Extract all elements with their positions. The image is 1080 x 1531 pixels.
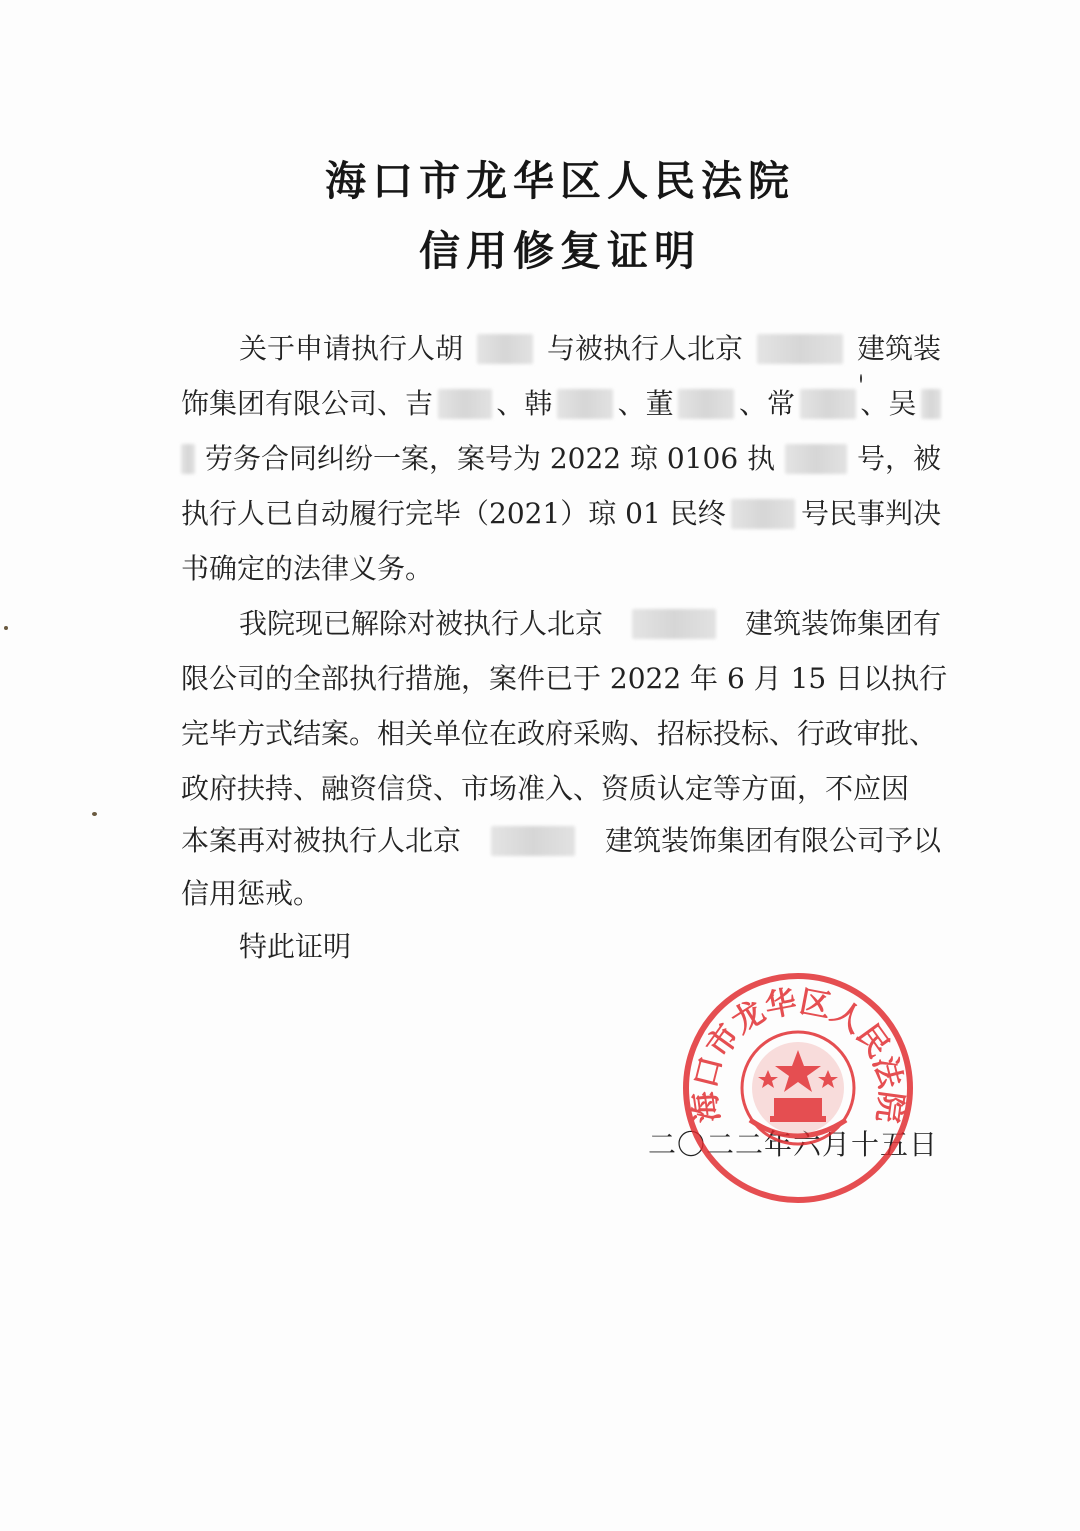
paragraph2-line5 [181, 812, 941, 870]
text-segment: 号，被 [856, 442, 941, 475]
text-segment: 建筑装饰集团有限公司予以 [604, 824, 941, 857]
paragraph2-line3: 完毕方式结案。相关单位在政府采购、招标投标、行政审批、 [181, 717, 938, 750]
paragraph2-line2: 限公司的全部执行措施，案件已于 2022 年 6 月 15 日以执行 [181, 662, 948, 695]
redacted-name [678, 389, 734, 419]
redacted-company [632, 609, 716, 639]
court-seal [680, 970, 916, 1206]
redacted-case-number [731, 499, 795, 529]
text-segment: 、常 [738, 387, 795, 420]
redacted-company [491, 826, 575, 856]
scan-speck [4, 626, 8, 630]
national-emblem-icon [742, 1032, 854, 1144]
redacted-name [438, 389, 492, 419]
issue-date: 二〇二二年六月十五日 [648, 1128, 939, 1161]
text-segment: 、韩 [496, 387, 553, 420]
redacted-name [557, 389, 613, 419]
text-segment: 执行人已自动履行完毕（2021）琼 01 民终 [181, 497, 726, 530]
redacted-company [757, 334, 843, 364]
text-segment: 、吴 [860, 387, 917, 420]
scan-speck [92, 812, 97, 816]
text-segment: 建筑装饰集团有 [744, 607, 941, 640]
text-segment: 号民事判决 [800, 497, 941, 530]
paragraph2-line1 [239, 595, 941, 653]
text-segment: 与被执行人北京 [546, 332, 743, 365]
text-segment: 本案再对被执行人北京 [181, 824, 462, 857]
seal-text: 海口市龙华区人民法院 [686, 983, 910, 1125]
paragraph2-line6: 信用惩戒。 [181, 877, 322, 910]
paragraph1-line3 [181, 430, 941, 488]
paragraph1-line4 [181, 485, 941, 543]
redacted-case-number [785, 444, 847, 474]
text-segment: 、董 [617, 387, 674, 420]
text-segment: 我院现已解除对被执行人北京 [239, 607, 604, 640]
text-segment: 关于申请执行人胡 [239, 332, 464, 365]
closing-statement: 特此证明 [239, 930, 352, 963]
scan-speck [860, 374, 862, 383]
text-segment: 建筑装 [856, 332, 941, 365]
paragraph1-line1 [239, 320, 941, 378]
paragraph1-line5: 书确定的法律义务。 [181, 552, 434, 585]
certificate-title: 信用修复证明 [419, 227, 701, 275]
paragraph1-line2 [181, 375, 941, 433]
paragraph2-line4: 政府扶持、融资信贷、市场准入、资质认定等方面，不应因 [181, 772, 910, 805]
text-segment: 劳务合同纠纷一案，案号为 2022 琼 0106 执 [204, 442, 776, 475]
redacted-name [477, 334, 533, 364]
court-name-title: 海口市龙华区人民法院 [325, 157, 795, 205]
redacted-name [181, 444, 195, 474]
redacted-name [921, 389, 941, 419]
text-segment: 饰集团有限公司、吉 [181, 387, 434, 420]
redacted-name [800, 389, 856, 419]
